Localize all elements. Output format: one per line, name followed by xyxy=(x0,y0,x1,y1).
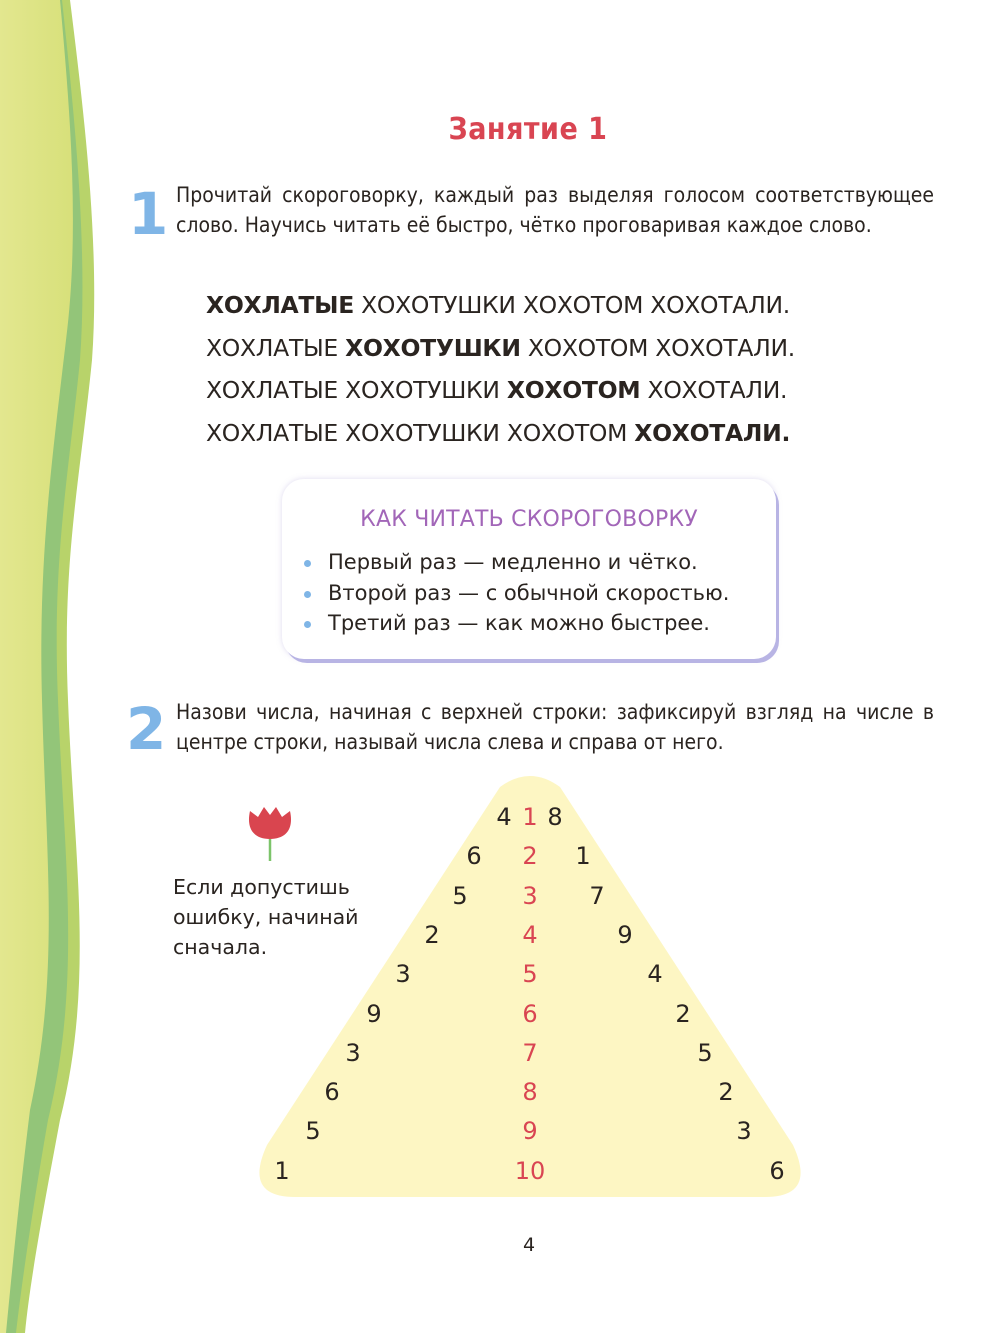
word: ХОХОТУШКИ xyxy=(345,333,521,362)
task2-instruction: Назови числа, начиная с верхней строки: зафиксируй взгляд на числе в центре строки, называй числа слева и справа от него. xyxy=(176,700,934,754)
triangle-number-right: 5 xyxy=(697,1038,713,1067)
triangle-number-right: 7 xyxy=(589,881,605,910)
word: ХОХОТОМ xyxy=(506,418,628,447)
triangle-number-right: 9 xyxy=(617,920,633,949)
triangle-number-left: 2 xyxy=(424,920,440,949)
triangle-number-right: 2 xyxy=(675,999,691,1028)
hint-item xyxy=(302,608,729,639)
word: ХОХОТУШКИ xyxy=(345,376,500,404)
note-text: Если допустишь ошибку, начинай сначала. xyxy=(173,875,359,959)
word: ХОХОТОМ xyxy=(522,291,644,319)
triangle-number-center: 1 xyxy=(522,803,538,831)
hint-item-text: Третий раз — как можно быстрее. xyxy=(328,611,710,635)
word: ХОХОТАЛИ. xyxy=(634,418,791,447)
triangle-number-left: 5 xyxy=(305,1117,321,1146)
triangle-number-right: 1 xyxy=(575,842,591,871)
page-number: 4 xyxy=(522,1234,536,1256)
triangle-number-center: 9 xyxy=(522,1117,538,1146)
word: ХОХОТАЛИ. xyxy=(655,333,795,362)
tongue-twister-line xyxy=(206,369,795,412)
hint-item xyxy=(302,578,729,609)
word: ХОХЛАТЫЕ xyxy=(206,418,338,447)
task1-instruction: Прочитай скороговорку, каждый раз выделяя голосом соответствующее слово. Научись читать её быстро, чётко проговаривая каждое слово. xyxy=(176,183,934,237)
tongue-twister-line xyxy=(206,412,795,455)
triangle-number-right: 3 xyxy=(736,1117,752,1146)
word: ХОХОТУШКИ xyxy=(361,291,516,319)
triangle-number-right: 6 xyxy=(769,1156,785,1185)
word: ХОХОТАЛИ. xyxy=(650,291,790,319)
word: ХОХЛАТЫЕ xyxy=(206,291,354,319)
side-wave-decoration xyxy=(0,0,200,1333)
hint-box xyxy=(282,479,776,659)
hint-item-text: Второй раз — с обычной скоростью. xyxy=(328,580,730,605)
hint-list xyxy=(302,547,729,639)
number-triangle xyxy=(255,775,805,1200)
word: ХОХОТАЛИ. xyxy=(647,376,788,404)
tongue-twister-line xyxy=(206,284,795,327)
tongue-twister-line xyxy=(206,327,795,370)
page-title: Занятие 1 xyxy=(448,112,608,147)
triangle-number-center: 3 xyxy=(522,881,538,910)
triangle-number-left: 6 xyxy=(466,842,482,871)
triangle-number-left: 3 xyxy=(395,960,411,989)
word: ХОХОТОМ xyxy=(506,376,641,404)
triangle-number-center: 2 xyxy=(522,842,538,871)
triangle-number-center: 5 xyxy=(522,960,538,989)
triangle-number-left: 3 xyxy=(345,1038,361,1067)
triangle-number-left: 4 xyxy=(496,803,512,831)
triangle-number-right: 4 xyxy=(647,960,663,989)
triangle-number-left: 9 xyxy=(366,999,382,1028)
task-number-1: 1 xyxy=(128,180,169,248)
triangle-number-left: 1 xyxy=(274,1156,290,1185)
triangle-number-right: 8 xyxy=(547,803,563,831)
bullet-icon xyxy=(304,591,311,598)
triangle-number-center: 7 xyxy=(522,1038,538,1067)
bullet-icon xyxy=(304,560,311,567)
triangle-number-left: 5 xyxy=(452,881,468,910)
hint-item-text: Первый раз — медленно и чётко. xyxy=(328,550,698,574)
triangle-number-left: 6 xyxy=(324,1078,340,1107)
tongue-twister xyxy=(206,284,795,454)
bullet-icon xyxy=(304,621,311,628)
triangle-number-center: 8 xyxy=(522,1078,538,1107)
word: ХОХЛАТЫЕ xyxy=(206,333,338,362)
word: ХОХОТОМ xyxy=(527,333,649,362)
hint-title: КАК ЧИТАТЬ СКОРОГОВОРКУ xyxy=(360,507,698,532)
word: ХОХЛАТЫЕ xyxy=(206,376,338,404)
task-number-2: 2 xyxy=(126,695,167,763)
triangle-number-center: 10 xyxy=(514,1156,546,1185)
triangle-number-right: 2 xyxy=(718,1078,734,1107)
triangle-number-center: 4 xyxy=(522,920,538,949)
word: ХОХОТУШКИ xyxy=(345,418,500,447)
hint-item xyxy=(302,547,729,578)
triangle-number-center: 6 xyxy=(522,999,538,1028)
